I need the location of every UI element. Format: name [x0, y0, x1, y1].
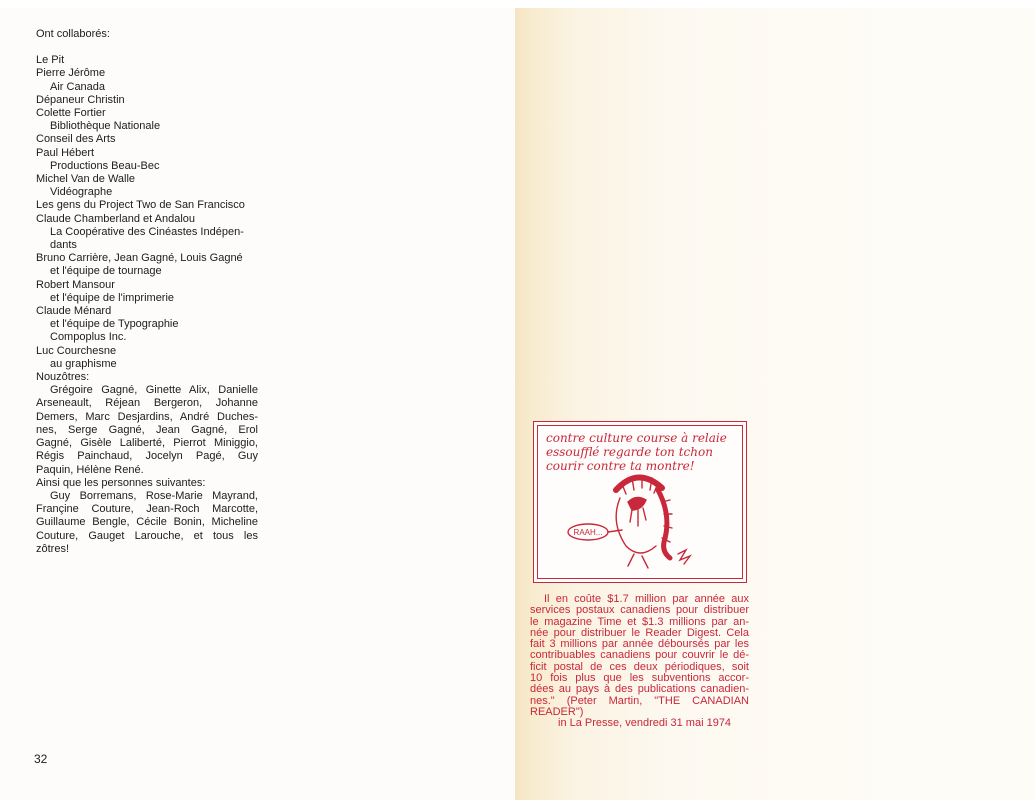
credit-line: Guy Borremans, Rose-Marie Mayrand, [50, 489, 258, 502]
quote-line: READER") [530, 705, 584, 718]
credit-line: et l'équipe de Typographie [50, 318, 179, 331]
quote-line: 10 fois plus que les subventions accor- [530, 672, 749, 685]
credit-line: Paquin, Hélène René. [36, 463, 144, 476]
credit-line: et l'équipe de tournage [50, 265, 162, 278]
cartoon-caption-line: essoufflé regarde ton tchon [546, 445, 713, 459]
credit-line: Couture, Gauget Larouche, et tous les [36, 529, 258, 542]
credit-line: Productions Beau-Bec [50, 159, 160, 172]
credit-line: Guillaume Bengle, Cécile Bonin, Micheline [36, 516, 258, 529]
quote-source: in La Presse, vendredi 31 mai 1974 [558, 717, 732, 730]
credit-line: au graphisme [50, 357, 117, 370]
credit-line: Colette Fortier [36, 107, 106, 120]
credit-line: Dépaneur Christin [36, 93, 125, 106]
credit-line: et l'équipe de l'imprimerie [50, 291, 175, 304]
quote-line: nes." (Peter Martin, "THE CANADIAN [530, 694, 749, 707]
credit-line: Michel Van de Walle [36, 173, 136, 186]
credit-line: Ainsi que les personnes suivantes: [36, 476, 206, 489]
credit-line: Robert Mansour [36, 278, 115, 291]
page-number: 32 [34, 752, 48, 766]
cartoon-drawing [538, 426, 744, 580]
credit-line: Bibliothèque Nationale [50, 120, 161, 133]
credit-line: Air Canada [50, 80, 106, 93]
quote-line: Il en coûte $1.7 million par année aux [544, 593, 749, 605]
quote-line: fait 3 millions par année déboursés par les [530, 638, 749, 651]
quote-line: née pour distribuer le Reader Digest. Cela [530, 626, 749, 639]
credit-line: Conseil des Arts [36, 133, 116, 146]
credit-line: Luc Courchesne [36, 344, 117, 357]
credit-line: Gagné, Gisèle Laliberté, Pierrot Miniggio, [36, 437, 258, 450]
credit-line: Claude Ménard [36, 305, 112, 318]
credit-line: Bruno Carrière, Jean Gagné, Louis Gagné [36, 252, 243, 265]
quote-line: ficit postal de ces deux périodiques, soit [530, 660, 749, 673]
cartoon-caption-line: courir contre ta montre! [546, 459, 695, 473]
quote-line: le magazine Time et $1.3 millions par an- [530, 615, 749, 628]
credit-line: Paul Hébert [36, 146, 95, 159]
credits-block [36, 28, 258, 556]
credit-line: Vidéographe [50, 186, 113, 199]
credits-title: Ont collaborés: [36, 28, 110, 40]
cartoon-inner-frame [537, 425, 743, 579]
credit-line: Arseneault, Réjean Bergeron, Johanne [36, 397, 258, 410]
credit-line: Régis Painchaud, Jocelyn Pagé, Guy [36, 450, 258, 463]
credit-line: Les gens du Project Two de San Francisco [36, 199, 245, 212]
credit-line: Le Pit [36, 54, 65, 67]
credit-line: Nouzôtres: [36, 371, 90, 384]
credit-line: dants [50, 239, 77, 252]
credit-line: Claude Chamberland et Andalou [36, 212, 196, 225]
credit-line: zôtres! [36, 542, 70, 555]
cartoon-panel [533, 421, 747, 583]
speech-balloon-text: RAAH... [573, 528, 603, 537]
quote-block [530, 594, 749, 730]
credit-line: Compoplus Inc. [50, 331, 127, 344]
credit-line: nes, Serge Gagné, Jean Gagné, Erol [36, 423, 258, 436]
credit-line: Pierre Jérôme [36, 67, 106, 80]
credit-line: Françine Couture, Jean-Roch Marcotte, [36, 503, 258, 516]
quote-line: contribuables canadiens pour couvrir le dé- [530, 649, 749, 662]
credit-line: Grégoire Gagné, Ginette Alix, Danielle [50, 384, 258, 397]
cartoon-caption-line: contre culture course à relaie [546, 431, 727, 445]
credit-line: La Coopérative des Cinéastes Indépen- [50, 225, 244, 238]
quote-line: dées au pays à des publications canadien- [530, 683, 749, 696]
quote-line: services postaux canadiens pour distribuer [530, 604, 749, 617]
credit-line: Demers, Marc Desjardins, André Duches- [36, 410, 258, 423]
